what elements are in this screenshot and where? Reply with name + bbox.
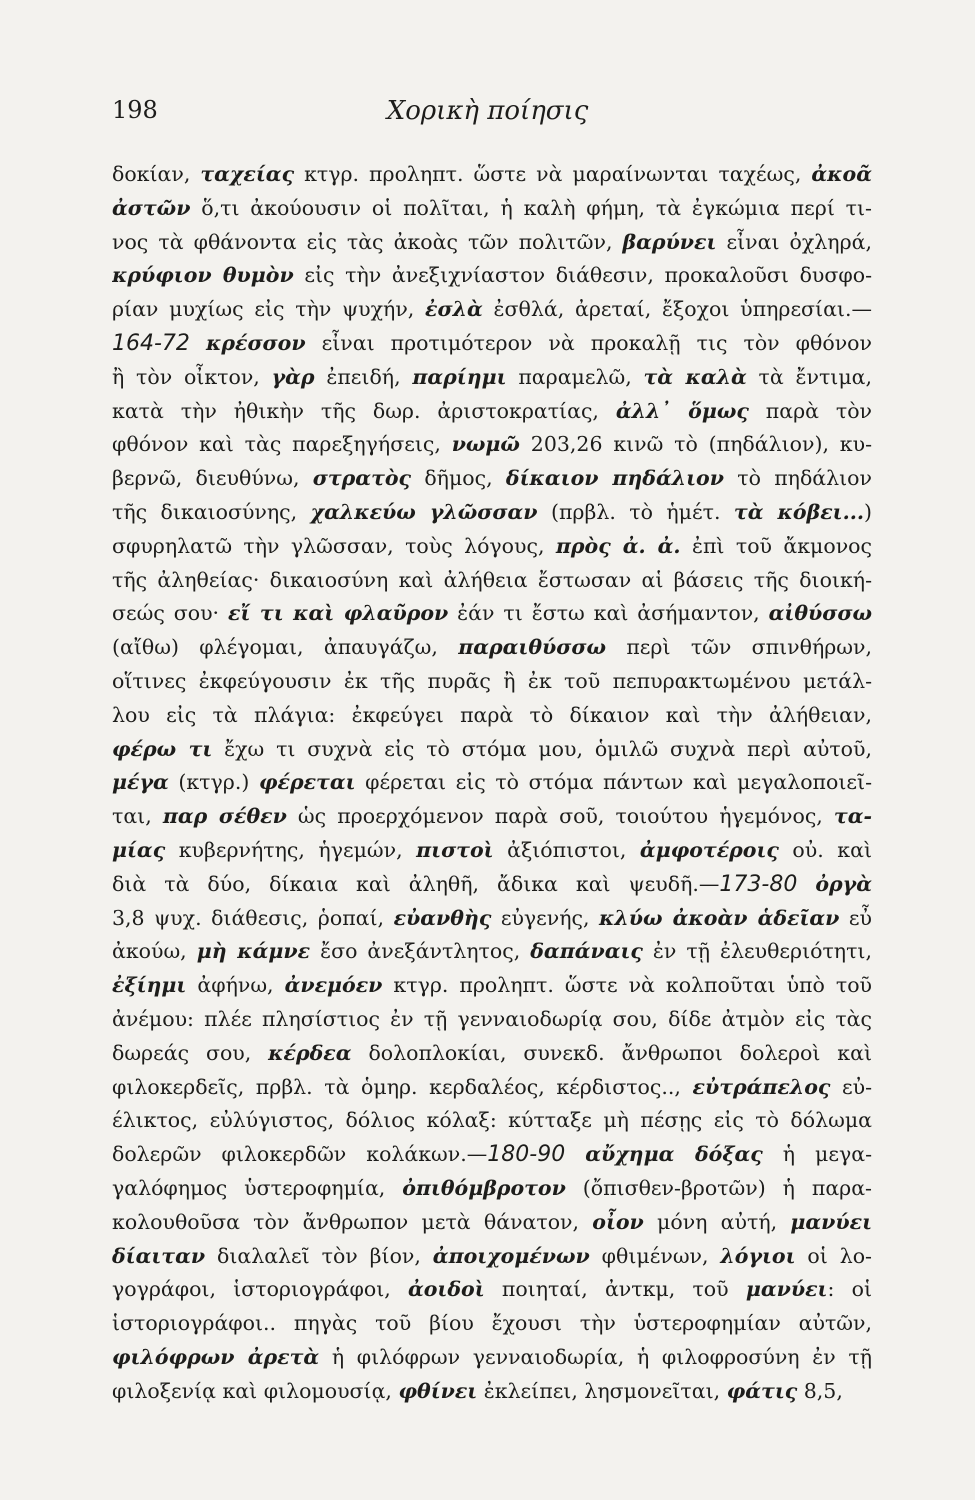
text-line xyxy=(112,293,872,327)
gloss-text: φθόνον καὶ τὰς παρεξηγήσεις, xyxy=(112,432,452,457)
gloss-text: εἶναι προτιμότερον νὰ προκαλῇ τις τὸν φθόνον xyxy=(305,330,872,355)
gloss-text: οἱ λο- xyxy=(795,1243,872,1268)
text-line xyxy=(112,1138,872,1172)
text-line xyxy=(112,733,872,767)
lemma: ἀστῶν xyxy=(112,195,191,220)
lemma: ἀμφοτέροις xyxy=(639,837,779,862)
text-line xyxy=(112,800,872,834)
lemma: ἀκοᾶ xyxy=(811,162,872,186)
lemma: φέρεται xyxy=(258,770,356,795)
gloss-text: κτγρ. προληπτ. ὥστε νὰ μαραίνωνται ταχέως, xyxy=(294,162,812,186)
text-line xyxy=(112,259,872,293)
lemma: ταχείας xyxy=(200,162,295,186)
gloss-text: ἐάν τι ἔστω καὶ ἀσήμαντον, xyxy=(448,601,769,626)
gloss-text: ὅ,τι ἀκούουσιν οἱ πολῖται, ἡ καλὴ φήμη, τὰ ἐγκώμια περί τι- xyxy=(190,195,872,220)
lemma: τὰ κόβει... xyxy=(733,499,864,524)
text-line xyxy=(112,766,872,800)
gloss-text: φιλοξενίᾳ καὶ φιλομουσίᾳ, xyxy=(112,1378,399,1403)
gloss-text: οἵτινες ἐκφεύγουσιν ἐκ τῆς πυρᾶς ἢ ἐκ τοῦ πεπυρακτωμένου μετάλ- xyxy=(112,668,872,693)
gloss-text: παρὰ τὸν xyxy=(748,398,872,423)
verse-reference: 180-90 xyxy=(487,1142,566,1168)
gloss-text: μόνη αὐτή, xyxy=(643,1209,791,1234)
gloss-text: ἡ φιλόφρων γενναιοδωρία, ἡ φιλοφροσύνη ἐν τῇ xyxy=(319,1344,872,1369)
lemma: ἐξίημι xyxy=(112,973,187,998)
gloss-text: τῆς ἀληθείας· δικαιοσύνη καὶ ἀλήθεια ἔστωσαν αἱ βάσεις τῆς διοική- xyxy=(112,567,872,592)
gloss-text: δωρεάς σου, xyxy=(112,1040,269,1065)
lemma: εὐανθὴς xyxy=(393,905,492,930)
text-line xyxy=(112,1375,872,1409)
verse-reference: 173-80 xyxy=(719,871,798,897)
gloss-text: φθιμένων, xyxy=(589,1243,721,1268)
lemma: νωμῶ xyxy=(451,432,520,457)
text-line xyxy=(112,868,872,902)
lemma: μέγα xyxy=(112,770,169,795)
text-line xyxy=(112,699,872,733)
text-line xyxy=(112,597,872,631)
gloss-text: σφυρηλατῶ τὴν γλῶσσαν, τοὺς λόγους, xyxy=(112,533,556,558)
gloss-text: ἀξιόπιστοι, xyxy=(493,837,640,862)
gloss-text: έλικτος, εὐλύγιστος, δόλιος κόλαξ: κύτταξε μὴ πέσῃς εἰς τὸ δόλωμα xyxy=(112,1108,872,1133)
gloss-text: : οἱ xyxy=(827,1277,872,1302)
lemma: φθίνει xyxy=(398,1378,478,1403)
text-line xyxy=(112,428,872,462)
gloss-text: ἔχω τι συχνὰ εἰς τὸ στόμα μου, ὁμιλῶ συχνὰ περὶ αὐτοῦ, xyxy=(212,736,872,761)
gloss-text: τὸ πηδάλιον xyxy=(723,466,872,491)
text-line xyxy=(112,192,872,226)
lemma: κρέσσον xyxy=(205,330,306,355)
gloss-text: δολερῶν φιλοκερδῶν κολάκων.— xyxy=(112,1142,488,1167)
gloss-text: (κτγρ.) xyxy=(168,770,259,795)
lemma: ἀποιχομένων xyxy=(432,1243,590,1268)
gloss-text: ἐν τῇ ἐλευθεριότητι, xyxy=(642,939,872,964)
lemma: αἰθύσσω xyxy=(768,601,872,626)
text-line xyxy=(112,665,872,699)
lemma: δαπάναις xyxy=(530,939,643,964)
text-line xyxy=(112,395,872,429)
lemma: ἀνεμόεν xyxy=(284,973,383,998)
gloss-text: ἐκλείπει, λησμονεῖται, xyxy=(477,1378,727,1403)
lemma: κέρδεα xyxy=(268,1040,352,1065)
text-line xyxy=(112,969,872,1003)
gloss-text: εὖ xyxy=(839,905,872,930)
gloss-text: 3,8 ψυχ. διάθεσις, ῥοπαί, xyxy=(112,905,394,930)
gloss-text: ἀνέμου: πλέε πλησίστιος ἐν τῇ γενναιοδωρίᾳ σου, δίδε ἀτμὸν εἰς τὰς xyxy=(112,1006,872,1031)
lemma: φιλόφρων ἀρετὰ xyxy=(112,1344,320,1369)
lemma: τα- xyxy=(833,804,872,829)
text-line xyxy=(112,158,872,192)
text-line xyxy=(112,902,872,936)
text-line xyxy=(112,1037,872,1071)
text-line xyxy=(112,631,872,665)
lemma: μανύει xyxy=(790,1209,872,1234)
text-line xyxy=(112,226,872,260)
text-line xyxy=(112,496,872,530)
lemma: εἴ τι καὶ φλαῦρον xyxy=(227,601,449,626)
gloss-text: οὐ. καὶ xyxy=(778,837,872,862)
gloss-text: ἀκούω, xyxy=(112,939,197,964)
text-line xyxy=(112,1071,872,1105)
text-line xyxy=(112,327,872,361)
text-line xyxy=(112,1172,872,1206)
running-title: Χορικὴ ποίησις xyxy=(386,96,589,126)
gloss-text: (αἴθω) φλέγομαι, ἀπαυγάζω, xyxy=(112,635,459,660)
gloss-text: ρίαν μυχίως εἰς τὴν ψυχήν, xyxy=(112,297,426,322)
lemma: παραιθύσσω xyxy=(458,635,606,660)
lemma: μανύει xyxy=(745,1277,828,1302)
gloss-text: λου εἰς τὰ πλάγια: ἐκφεύγει παρὰ τὸ δίκαιον καὶ τὴν ἀλήθειαν, xyxy=(112,702,872,727)
text-line xyxy=(112,1341,872,1375)
lemma: φέρω τι xyxy=(112,736,213,761)
text-line xyxy=(112,1003,872,1037)
text-line xyxy=(112,1206,872,1240)
gloss-text xyxy=(190,331,206,355)
gloss-text: ἡ μεγα- xyxy=(762,1142,872,1167)
gloss-text: δῆμος, xyxy=(411,466,506,491)
gloss-text xyxy=(797,872,815,896)
gloss-text: 203,26 κινῶ τὸ (πηδάλιον), κυ- xyxy=(519,432,872,457)
gloss-text: δολοπλοκίαι, συνεκδ. ἄνθρωποι δολεροὶ καὶ xyxy=(351,1040,872,1065)
lemma: κρύφιον θυμὸν xyxy=(112,263,294,288)
text-line xyxy=(112,462,872,496)
gloss-text: δοκίαν, xyxy=(112,162,201,186)
text-line xyxy=(112,361,872,395)
text-line xyxy=(112,1240,872,1274)
gloss-text: γογράφοι, ἱστοριογράφοι, xyxy=(112,1277,408,1302)
gloss-text: φέρεται εἰς τὸ στόμα πάντων καὶ μεγαλοποιεῖ- xyxy=(355,770,872,795)
lemma: φάτις xyxy=(726,1378,798,1403)
gloss-text: ἐπειδή, xyxy=(314,364,413,389)
text-line xyxy=(112,834,872,868)
lemma: γὰρ xyxy=(271,364,315,389)
lemma: τὰ καλὰ xyxy=(643,364,747,389)
gloss-text: γαλόφημος ὑστεροφημία, xyxy=(112,1175,403,1200)
lemma: ὀπιθόμβροτον xyxy=(402,1175,566,1200)
text-line xyxy=(112,530,872,564)
gloss-text: κολουθοῦσα τὸν ἄνθρωπον μετὰ θάνατον, xyxy=(112,1209,593,1234)
lemma: ὀργὰ xyxy=(815,871,872,896)
lemma: παρίημι xyxy=(412,364,507,389)
gloss-text: διὰ τὰ δύο, δίκαια καὶ ἀληθῆ, ἄδικα καὶ ψευδῆ.— xyxy=(112,871,720,896)
page-number: 198 xyxy=(112,96,158,124)
gloss-text: σεώς σου· xyxy=(112,601,228,626)
lemma: κλύω ἀκοὰν ἁδεῖαν xyxy=(599,905,840,930)
lemma: εὐτράπελος xyxy=(692,1074,831,1099)
gloss-text: ἔσο ἀνεξάντλητος, xyxy=(310,939,531,964)
gloss-text: τὰ ἔντιμα, xyxy=(746,364,872,389)
lemma: μίας xyxy=(112,837,166,862)
gloss-text: κατὰ τὴν ἠθικὴν τῆς δωρ. ἀριστοκρατίας, xyxy=(112,398,616,423)
lemma: παρ σέθεν xyxy=(162,804,287,829)
gloss-text: κυβερνήτης, ἡγεμών, xyxy=(165,837,417,862)
text-line xyxy=(112,564,872,598)
verse-reference: 164-72 xyxy=(112,330,190,356)
lemma: στρατὸς xyxy=(312,466,412,491)
gloss-text: ἱστοριογράφοι.. πηγὰς τοῦ βίου ἔχουσι τὴν ὑστεροφημίαν αὐτῶν, xyxy=(112,1311,872,1336)
page-header xyxy=(112,96,863,136)
text-line xyxy=(112,1104,872,1138)
gloss-text: ἢ τὸν οἶκτον, xyxy=(112,364,272,389)
lemma: πρὸς ἀ. ἀ. xyxy=(555,533,681,558)
gloss-text: ἐπὶ τοῦ ἄκμονος xyxy=(680,533,872,558)
gloss-text: εἶναι ὀχληρά, xyxy=(716,229,872,254)
lemma: αὔχημα δόξας xyxy=(585,1142,763,1167)
lemma: δίαιταν xyxy=(112,1243,206,1268)
gloss-text: κτγρ. προληπτ. ὥστε νὰ κολποῦται ὑπὸ τοῦ xyxy=(382,973,872,998)
lemma: βαρύνει xyxy=(622,229,717,254)
text-line xyxy=(112,935,872,969)
gloss-text: παραμελῶ, xyxy=(506,364,644,389)
gloss-text: ται, xyxy=(112,804,163,829)
gloss-text: βερνῶ, διευθύνω, xyxy=(112,466,313,491)
gloss-text: ἐσθλά, ἀρεταί, ἔξοχοι ὑπηρεσίαι.— xyxy=(482,297,872,322)
gloss-text: τῆς δικαιοσύνης, xyxy=(112,499,311,524)
gloss-text xyxy=(565,1142,585,1166)
lemma: λόγιοι xyxy=(720,1243,796,1268)
gloss-text: ἀφήνω, xyxy=(186,973,285,998)
lemma: χαλκεύω γλῶσσαν xyxy=(310,499,538,524)
lemma: ἀοιδοὶ xyxy=(407,1277,485,1302)
gloss-text: εἰς τὴν ἀνεξιχνίαστον διάθεσιν, προκαλοῦσι δυσφο- xyxy=(293,263,872,288)
lemma: δίκαιον πηδάλιον xyxy=(505,466,724,491)
gloss-text: ) xyxy=(864,499,872,524)
gloss-text: διαλαλεῖ τὸν βίον, xyxy=(205,1243,433,1268)
lemma: πιστοὶ xyxy=(416,837,494,862)
lemma: οἶον xyxy=(592,1209,644,1234)
gloss-text: φιλοκερδεῖς, πρβλ. τὰ ὁμηρ. κερδαλέος, κέρδιστος.., xyxy=(112,1074,693,1099)
gloss-text: ποιηταί, ἀντκμ, τοῦ xyxy=(484,1277,746,1302)
gloss-text: 8,5, xyxy=(797,1378,843,1403)
lemma: ἐσλὰ xyxy=(425,297,483,322)
lemma: μὴ κάμνε xyxy=(196,939,311,964)
lemma: ἀλλ᾽ ὅμως xyxy=(615,398,749,423)
gloss-text: (πρβλ. τὸ ἡμέτ. xyxy=(537,499,734,524)
gloss-text: εὐ- xyxy=(830,1074,872,1099)
text-line xyxy=(112,1273,872,1307)
commentary-text xyxy=(112,158,872,1408)
gloss-text: εὐγενής, xyxy=(491,905,600,930)
gloss-text: ὡς προερχόμενον παρὰ σοῦ, τοιούτου ἡγεμόνος, xyxy=(286,804,834,829)
text-line xyxy=(112,1307,872,1341)
gloss-text: (ὄπισθεν-βροτῶν) ἡ παρα- xyxy=(565,1175,872,1200)
gloss-text: νος τὰ φθάνοντα εἰς τὰς ἀκοὰς τῶν πολιτῶν, xyxy=(112,229,623,254)
gloss-text: περὶ τῶν σπινθήρων, xyxy=(606,635,872,660)
